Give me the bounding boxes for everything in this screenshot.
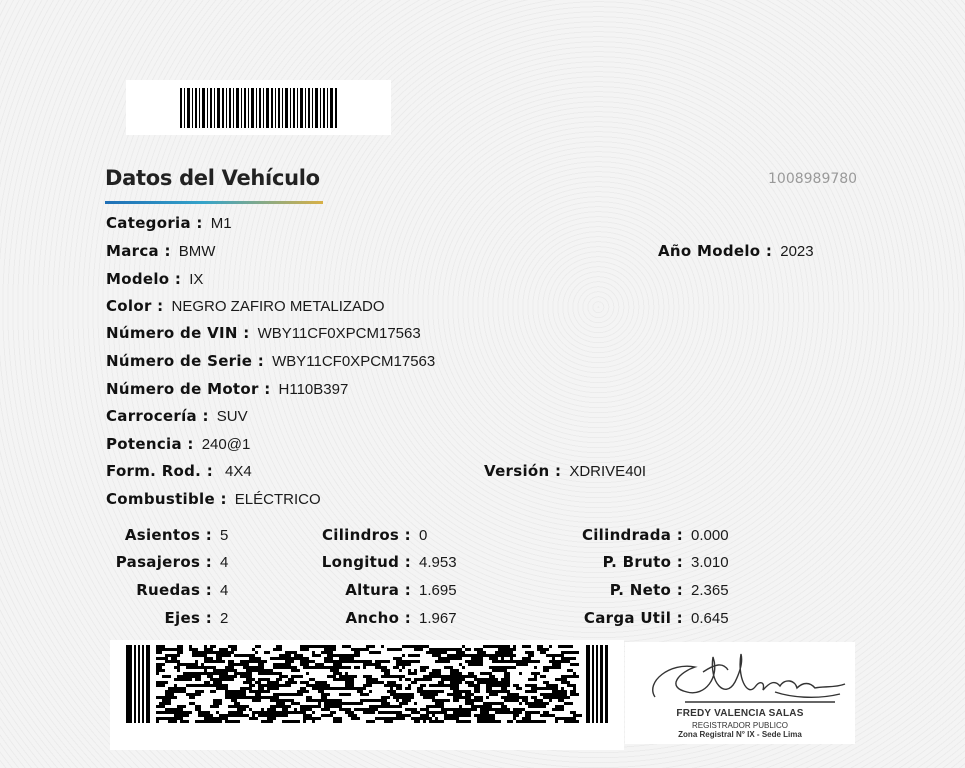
- spec-value: 2.365: [691, 582, 729, 599]
- pdf417-barcode: [110, 640, 624, 750]
- field-value: H110B397: [278, 381, 349, 398]
- spec-pasajeros: [104, 553, 228, 571]
- field-label: Form. Rod. :: [106, 462, 214, 480]
- spec-label: Ejes :: [164, 609, 212, 627]
- spec-label: Ruedas :: [136, 581, 212, 599]
- field-value: 240@1: [201, 436, 251, 453]
- field-label: Número de VIN :: [106, 324, 250, 342]
- field-value: BMW: [178, 243, 216, 260]
- field-form-rod: [106, 462, 252, 480]
- field-vin: [106, 324, 421, 342]
- spec-asientos: [104, 526, 228, 544]
- field-categoria: [106, 214, 232, 232]
- field-carroceria: [106, 407, 248, 425]
- spec-value: 0.645: [691, 610, 729, 627]
- spec-label: Ancho :: [345, 609, 411, 627]
- field-anio-modelo: [658, 242, 814, 260]
- signer-role: REGISTRADOR PUBLICO: [691, 721, 788, 730]
- field-label: Número de Serie :: [106, 352, 265, 370]
- field-value: ELÉCTRICO: [234, 491, 321, 508]
- spec-value: 4.953: [419, 554, 457, 571]
- spec-longitud: [300, 553, 457, 571]
- spec-label: Altura :: [345, 581, 411, 599]
- spec-ancho: [300, 609, 457, 627]
- field-value: XDRIVE40I: [569, 463, 647, 480]
- field-modelo: [106, 270, 203, 288]
- spec-p-neto: [560, 581, 729, 599]
- field-label: Color :: [106, 297, 164, 315]
- section-title: Datos del Vehículo: [105, 166, 320, 190]
- top-barcode: [126, 80, 391, 135]
- field-label: Carrocería :: [106, 407, 209, 425]
- field-combustible: [106, 490, 321, 508]
- field-label: Modelo :: [106, 270, 182, 288]
- spec-value: 0.000: [691, 527, 729, 544]
- spec-value: 2: [220, 610, 229, 627]
- spec-label: P. Neto :: [609, 581, 683, 599]
- spec-value: 4: [220, 582, 229, 599]
- spec-value: 3.010: [691, 554, 729, 571]
- field-label: Categoria :: [106, 214, 203, 232]
- spec-value: 4: [220, 554, 229, 571]
- spec-value: 5: [220, 527, 229, 544]
- spec-label: Carga Util :: [583, 609, 683, 627]
- spec-cilindrada: [560, 526, 729, 544]
- spec-label: Cilindrada :: [581, 526, 683, 544]
- field-value: WBY11CF0XPCM17563: [272, 353, 436, 370]
- field-color: [106, 297, 385, 315]
- spec-carga-util: [560, 609, 729, 627]
- spec-p-bruto: [560, 553, 729, 571]
- spec-label: Asientos :: [124, 526, 212, 544]
- field-label: Combustible :: [106, 490, 227, 508]
- field-value: NEGRO ZAFIRO METALIZADO: [171, 298, 385, 315]
- field-label: Año Modelo :: [658, 242, 773, 260]
- spec-ruedas: [104, 581, 228, 599]
- signer-office: Zona Registral N° IX - Sede Lima: [678, 730, 802, 739]
- field-potencia: [106, 435, 250, 453]
- spec-cilindros: [300, 526, 427, 544]
- field-value: M1: [210, 215, 232, 232]
- field-motor: [106, 380, 348, 398]
- field-value: SUV: [216, 408, 248, 425]
- barcode-image: [180, 88, 338, 128]
- title-underline: [105, 201, 323, 204]
- field-version: [484, 462, 646, 480]
- spec-label: P. Bruto :: [602, 553, 683, 571]
- pdf417-image: [126, 645, 608, 723]
- spec-value: 0: [419, 527, 428, 544]
- spec-ejes: [104, 609, 228, 627]
- spec-label: Pasajeros :: [115, 553, 212, 571]
- field-value: 4X4: [225, 463, 252, 480]
- field-serie: [106, 352, 435, 370]
- spec-value: 1.695: [419, 582, 457, 599]
- spec-label: Longitud :: [321, 553, 411, 571]
- spec-label: Cilindros :: [321, 526, 411, 544]
- signature-image: [625, 642, 855, 712]
- signature-block: [625, 642, 855, 744]
- document-number: 1008989780: [768, 171, 858, 187]
- spec-value: 1.967: [419, 610, 457, 627]
- field-value: IX: [189, 271, 204, 288]
- field-label: Marca :: [106, 242, 171, 260]
- field-marca: [106, 242, 215, 260]
- field-value: WBY11CF0XPCM17563: [257, 325, 421, 342]
- spec-altura: [300, 581, 457, 599]
- signer-name: FREDY VALENCIA SALAS: [676, 708, 804, 719]
- field-label: Potencia :: [106, 435, 194, 453]
- field-value: 2023: [780, 243, 814, 260]
- field-label: Versión :: [484, 462, 562, 480]
- field-label: Número de Motor :: [106, 380, 271, 398]
